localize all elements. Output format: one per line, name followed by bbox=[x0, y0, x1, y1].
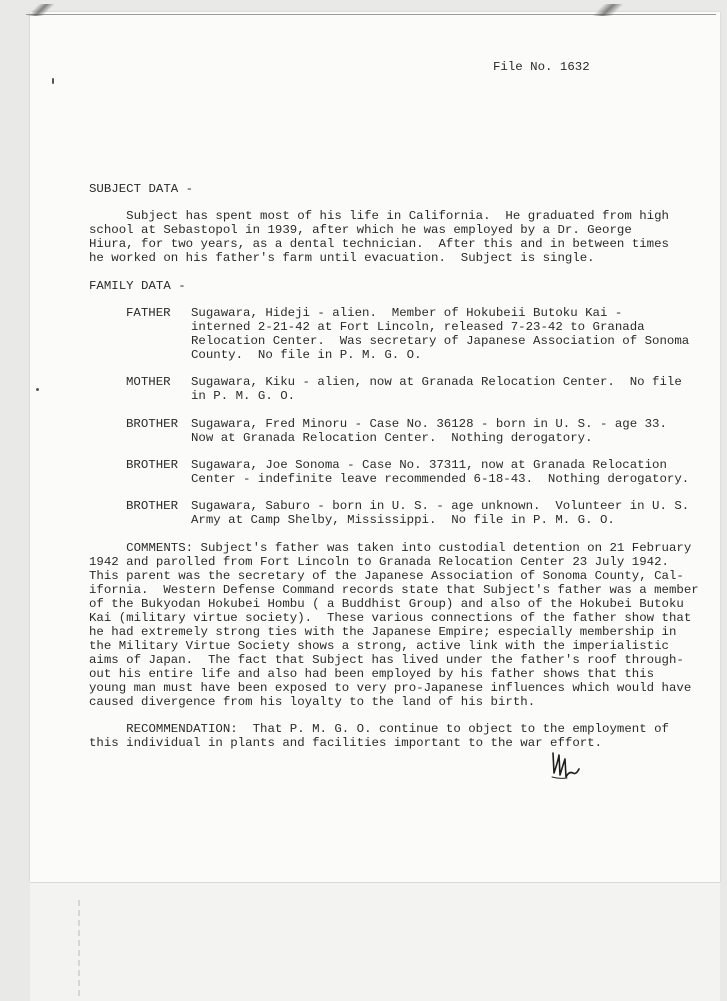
family-data-heading: FAMILY DATA - bbox=[89, 279, 186, 293]
family-detail-line: Sugawara, Kiku - alien, now at Granada Relocation Center. No file bbox=[191, 375, 682, 389]
corner-mark-right bbox=[588, 4, 628, 16]
file-number: File No. 1632 bbox=[493, 60, 590, 74]
comments-line: he had extremely strong ties with the Japanese Empire; especially membership in bbox=[89, 625, 677, 639]
subject-line: Subject has spent most of his life in California. He graduated from high bbox=[89, 209, 669, 223]
comments-line: Kai (military virtue society). These various connections of the father show that bbox=[89, 611, 692, 625]
recommendation-line: RECOMMENDATION: That P. M. G. O. continue to object to the employment of bbox=[89, 722, 669, 736]
recommendation-line: this individual in plants and facilities important to the war effort. bbox=[89, 736, 603, 750]
family-detail-line: Sugawara, Joe Sonoma - Case No. 37311, now at Granada Relocation bbox=[191, 458, 667, 472]
family-detail-line: Sugawara, Saburo - born in U. S. - age unknown. Volunteer in U. S. bbox=[191, 499, 690, 513]
comments-line: young man must have been exposed to very pro-Japanese influences which would have bbox=[89, 681, 692, 695]
stray-mark bbox=[52, 78, 54, 84]
subject-line: he worked on his father's farm until evacuation. Subject is single. bbox=[89, 251, 595, 265]
family-detail-line: in P. M. G. O. bbox=[191, 389, 296, 403]
family-relation-brother: BROTHER bbox=[126, 417, 179, 431]
family-detail-line: Sugawara, Hideji - alien. Member of Hokubeii Butoku Kai - bbox=[191, 306, 623, 320]
hole-punch-mark bbox=[36, 388, 39, 391]
family-relation-brother: BROTHER bbox=[126, 499, 179, 513]
family-detail-line: Sugawara, Fred Minoru - Case No. 36128 - born in U. S. - age 33. bbox=[191, 417, 667, 431]
comments-line: 1942 and parolled from Fort Lincoln to Granada Relocation Center 23 July 1942. bbox=[89, 555, 669, 569]
comments-line: out his entire life and also had been employed by his father shows that this bbox=[89, 667, 655, 681]
comments-line: the Military Virtue Society shows a strong, active link with the imperialistic bbox=[89, 639, 669, 653]
underlying-page bbox=[30, 882, 720, 1001]
family-detail-line: Relocation Center. Was secretary of Japanese Association of Sonoma bbox=[191, 334, 690, 348]
subject-line: Hiura, for two years, as a dental technician. After this and in between times bbox=[89, 237, 669, 251]
family-detail-line: interned 2-21-42 at Fort Lincoln, released 7-23-42 to Granada bbox=[191, 320, 645, 334]
subject-line: school at Sebastopol in 1939, after which he was employed by a Dr. George bbox=[89, 223, 632, 237]
comments-line: aims of Japan. The fact that Subject has lived under the father's roof through- bbox=[89, 653, 684, 667]
family-detail-line: Now at Granada Relocation Center. Nothing derogatory. bbox=[191, 431, 593, 445]
comments-line: COMMENTS: Subject's father was taken into custodial detention on 21 February bbox=[89, 541, 692, 555]
family-detail-line: County. No file in P. M. G. O. bbox=[191, 348, 422, 362]
family-relation-brother: BROTHER bbox=[126, 458, 179, 472]
family-detail-line: Center - indefinite leave recommended 6-18-43. Nothing derogatory. bbox=[191, 472, 690, 486]
comments-line: of the Bukyodan Hokubei Hombu ( a Buddhist Group) and also of the Hokubei Butoku bbox=[89, 597, 684, 611]
comments-line: This parent was the secretary of the Japanese Association of Sonoma County, Cal- bbox=[89, 569, 684, 583]
document-page bbox=[30, 12, 720, 882]
handwritten-initials bbox=[547, 747, 583, 783]
subject-data-heading: SUBJECT DATA - bbox=[89, 182, 194, 196]
family-relation-mother: MOTHER bbox=[126, 375, 171, 389]
comments-line: caused divergence from his loyalty to the land of his birth. bbox=[89, 695, 536, 709]
family-detail-line: Army at Camp Shelby, Mississippi. No file in P. M. G. O. bbox=[191, 513, 615, 527]
comments-line: ifornia. Western Defense Command records state that Subject's father was a member bbox=[89, 583, 699, 597]
family-relation-father: FATHER bbox=[126, 306, 171, 320]
corner-mark-left bbox=[26, 4, 56, 16]
fold-line bbox=[78, 900, 80, 1000]
